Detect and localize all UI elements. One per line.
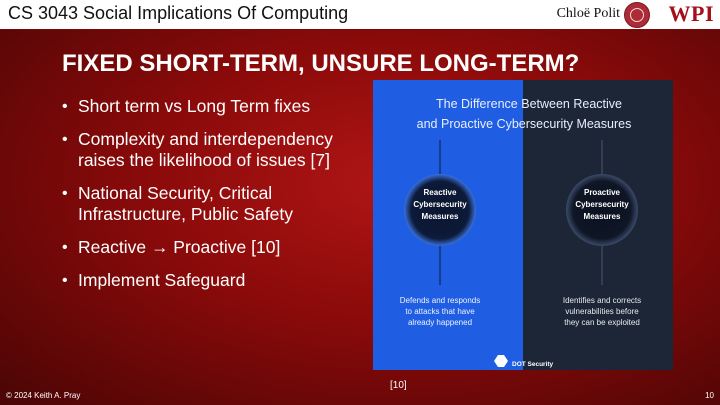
bullet-list xyxy=(62,96,352,303)
brand-name: DOT Security xyxy=(512,361,554,368)
bullet-item: • Complexity and interdependency raises the likelihood of issues [7] xyxy=(62,129,352,171)
infographic-title-line2: and Proactive Cybersecurity Measures xyxy=(416,117,632,131)
reactive-circle-line1: Reactive xyxy=(423,188,457,197)
footer-copyright: © 2024 Keith A. Pray xyxy=(6,391,81,400)
bullet-item: • Implement Safeguard xyxy=(62,270,352,291)
bullet-item: • National Security, Critical Infrastructure, Public Safety xyxy=(62,183,352,225)
proactive-circle-line2: Cybersecurity xyxy=(575,200,629,209)
infographic-title-line1: The Difference Between Reactive xyxy=(436,97,622,111)
reactive-circle-line2: Cybersecurity xyxy=(413,200,467,209)
image-citation: [10] xyxy=(390,380,407,391)
bullet-item: • Reactive → Proactive [10] xyxy=(62,237,352,258)
reactive-circle-line3: Measures xyxy=(421,212,459,221)
author-name: Chloë Polit xyxy=(556,6,620,21)
slide-title: FIXED SHORT-TERM, UNSURE LONG-TERM? xyxy=(62,50,580,77)
reactive-description-line3: already happened xyxy=(407,318,473,327)
reactive-description-line2: to attacks that have xyxy=(405,307,475,316)
wpi-logo: WPI xyxy=(668,1,714,26)
header-bar xyxy=(0,0,720,30)
course-title: CS 3043 Social Implications Of Computing xyxy=(8,3,349,23)
proactive-description-line2: vulnerabilities before xyxy=(565,307,639,316)
proactive-description-line3: they can be exploited xyxy=(564,318,640,327)
proactive-circle xyxy=(566,174,638,246)
proactive-circle-line1: Proactive xyxy=(583,188,621,197)
reactive-circle xyxy=(404,174,476,246)
wpi-seal-icon xyxy=(624,2,650,28)
bullet-item: • Short term vs Long Term fixes xyxy=(62,96,352,117)
reactive-vs-proactive-infographic xyxy=(373,80,673,370)
proactive-description-line1: Identifies and corrects xyxy=(562,296,642,305)
footer-page-number: 10 xyxy=(705,391,714,400)
reactive-description-line1: Defends and responds xyxy=(399,296,481,305)
proactive-circle-line3: Measures xyxy=(583,212,621,221)
